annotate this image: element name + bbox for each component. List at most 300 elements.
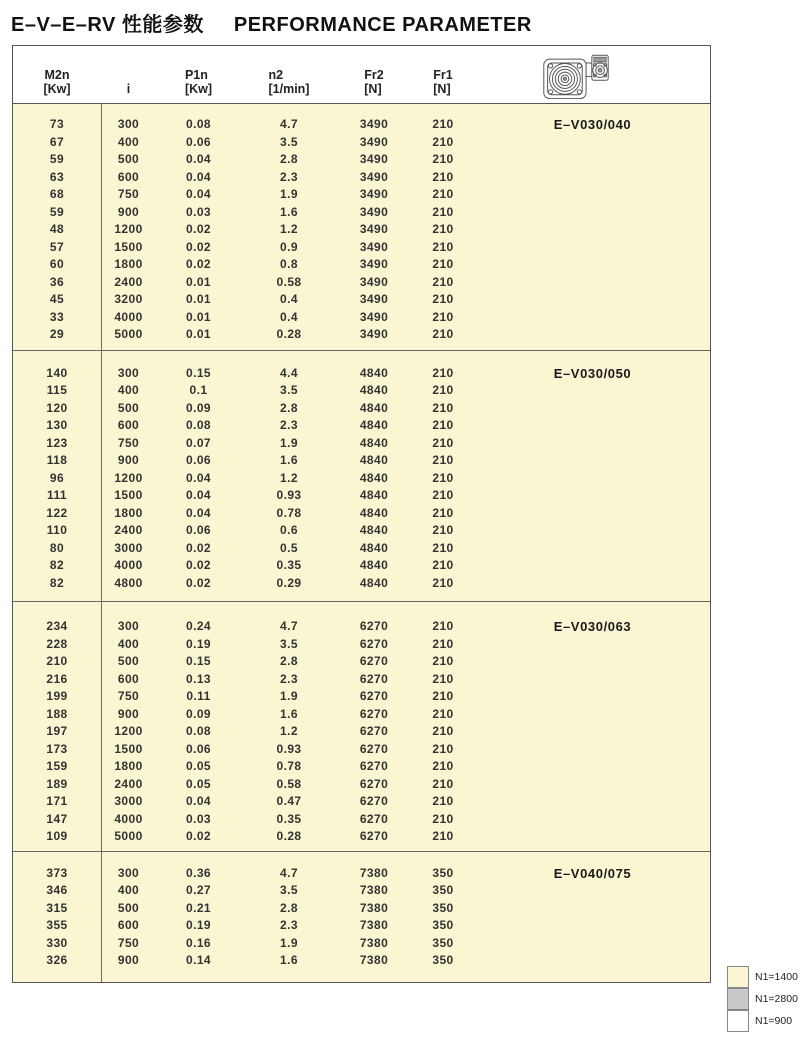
table-cell: 0.08 xyxy=(186,418,211,432)
model-spacer xyxy=(475,688,710,706)
table-cell: 5000 xyxy=(114,327,143,341)
table-cell: 4840 xyxy=(359,435,389,450)
table-cell: 29 xyxy=(49,327,65,341)
table-cell: 0.02 xyxy=(186,222,211,236)
table-cell: 210 xyxy=(432,365,454,380)
table-cell: 900 xyxy=(117,453,140,467)
table-cell: 210 xyxy=(432,187,454,201)
table-cell: 147 xyxy=(46,811,68,826)
table-cell: 0.5 xyxy=(280,540,298,555)
table-cell: 210 xyxy=(432,619,454,633)
table-cell: 1.6 xyxy=(280,953,298,967)
table-cell: 0.02 xyxy=(186,540,211,555)
table-cell: 315 xyxy=(46,900,68,915)
table-cell: 7380 xyxy=(359,918,389,932)
table-cell: 500 xyxy=(117,152,140,166)
table-row xyxy=(13,417,710,435)
table-cell: 45 xyxy=(49,292,65,306)
table-cell: 210 xyxy=(432,400,454,415)
table-cell: 6270 xyxy=(359,619,389,633)
table-cell: 3.5 xyxy=(280,636,298,651)
table-row xyxy=(13,134,710,152)
table-cell: 0.47 xyxy=(276,794,302,808)
model-spacer xyxy=(475,723,710,741)
model-spacer xyxy=(475,169,710,187)
table-cell: 0.78 xyxy=(276,759,302,773)
model-spacer xyxy=(475,186,710,204)
table-cell: 0.05 xyxy=(186,776,211,791)
table-cell: 355 xyxy=(46,918,68,932)
table-cell: 33 xyxy=(49,309,65,324)
table-cell: 2400 xyxy=(114,776,143,791)
table-cell: 400 xyxy=(117,383,140,397)
table-row xyxy=(13,688,710,706)
table-cell: 0.04 xyxy=(186,794,211,808)
table-cell: 300 xyxy=(117,365,140,380)
table-cell: 0.05 xyxy=(186,759,211,773)
table-cell: 60 xyxy=(49,257,65,271)
table-cell: 36 xyxy=(49,274,65,289)
table-cell: 1.6 xyxy=(280,453,298,467)
legend-label: N1=1400 xyxy=(755,971,798,983)
table-cell: 1500 xyxy=(114,741,143,756)
table-cell: 0.08 xyxy=(186,724,211,738)
table-cell: 2.3 xyxy=(280,418,298,432)
column-header-line: [Kw] xyxy=(184,82,213,96)
table-cell: 0.02 xyxy=(186,257,211,271)
table-cell: 3490 xyxy=(359,134,389,149)
table-cell: 4000 xyxy=(114,309,143,324)
table-cell: 750 xyxy=(117,935,140,950)
model-spacer xyxy=(475,540,710,558)
table-cell: 0.06 xyxy=(186,134,211,149)
table-cell: 400 xyxy=(117,636,140,651)
table-cell: 59 xyxy=(49,152,65,166)
table-cell: 210 xyxy=(432,117,454,131)
table-cell: 0.35 xyxy=(276,811,302,826)
table-cell: 1200 xyxy=(114,470,143,485)
table-cell: 0.27 xyxy=(186,883,211,897)
model-spacer xyxy=(475,452,710,470)
model-spacer xyxy=(475,256,710,274)
model-label: E–V030/040 xyxy=(553,117,632,132)
table-row xyxy=(13,151,710,169)
table-body xyxy=(13,104,710,982)
table-cell: 3490 xyxy=(359,222,389,236)
legend-item xyxy=(727,1010,798,1032)
legend-swatch-gray xyxy=(727,988,749,1010)
column-header-line: [Kw] xyxy=(43,82,71,96)
model-label: E–V030/063 xyxy=(553,619,632,634)
table-row xyxy=(13,116,710,134)
table-cell: 2400 xyxy=(114,523,143,537)
model-spacer xyxy=(475,935,710,953)
column-header-line: n2 xyxy=(268,68,284,82)
table-cell: 5000 xyxy=(114,829,143,843)
table-cell: 3.5 xyxy=(280,383,298,397)
table-row xyxy=(13,557,710,575)
table-cell: 1800 xyxy=(114,759,143,773)
table-cell: 0.24 xyxy=(186,619,211,633)
table-cell: 3490 xyxy=(359,239,389,254)
table-cell: 210 xyxy=(432,222,454,236)
table-cell: 0.15 xyxy=(186,365,211,380)
table-cell: 4840 xyxy=(359,400,389,415)
table-row xyxy=(13,828,710,846)
table-cell: 0.11 xyxy=(186,689,211,703)
table-cell: 0.04 xyxy=(186,169,211,184)
n1-speed-legend xyxy=(727,966,798,1032)
table-row xyxy=(13,470,710,488)
table-cell: 750 xyxy=(117,187,140,201)
table-cell: 373 xyxy=(46,865,68,880)
table-cell: 4840 xyxy=(359,453,389,467)
model-spacer xyxy=(475,522,710,540)
table-row xyxy=(13,326,710,344)
table-row xyxy=(13,653,710,671)
table-cell: 0.01 xyxy=(186,327,211,341)
table-cell: 48 xyxy=(49,222,65,236)
table-cell: 3.5 xyxy=(280,134,298,149)
table-cell: 6270 xyxy=(359,741,389,756)
table-cell: 1.9 xyxy=(280,689,298,703)
table-cell: 120 xyxy=(46,400,68,415)
table-cell: 210 xyxy=(432,829,454,843)
table-row xyxy=(13,204,710,222)
table-row xyxy=(13,221,710,239)
table-cell: 350 xyxy=(432,900,454,915)
model-spacer xyxy=(475,274,710,292)
table-cell: 330 xyxy=(46,935,68,950)
table-cell: 123 xyxy=(46,435,68,450)
model-spacer xyxy=(475,382,710,400)
table-cell: 0.07 xyxy=(186,435,211,450)
table-cell: 2.8 xyxy=(280,400,298,415)
table-cell: 4840 xyxy=(359,488,389,502)
model-spacer xyxy=(475,291,710,309)
legend-item xyxy=(727,988,798,1010)
table-cell: 228 xyxy=(46,636,68,651)
table-cell: 900 xyxy=(117,706,140,721)
table-cell: 3000 xyxy=(114,794,143,808)
page-title-zh: E–V–E–RV 性能参数 xyxy=(11,14,204,36)
table-cell: 96 xyxy=(49,470,65,485)
table-row xyxy=(13,618,710,636)
table-cell: 210 xyxy=(432,811,454,826)
table-cell: 0.06 xyxy=(186,453,211,467)
table-row xyxy=(13,776,710,794)
table-cell: 210 xyxy=(432,794,454,808)
table-cell: 4.7 xyxy=(280,117,298,131)
table-cell: 216 xyxy=(46,671,68,686)
table-cell: 0.93 xyxy=(276,488,302,502)
table-cell: 350 xyxy=(432,953,454,967)
table-cell: 6270 xyxy=(359,794,389,808)
table-cell: 210 xyxy=(432,741,454,756)
table-cell: 210 xyxy=(432,257,454,271)
table-cell: 210 xyxy=(432,435,454,450)
table-cell: 197 xyxy=(46,724,68,738)
table-cell: 1.9 xyxy=(280,935,298,950)
table-row xyxy=(13,741,710,759)
table-cell: 350 xyxy=(432,918,454,932)
model-spacer xyxy=(475,400,710,418)
column-divider-line xyxy=(101,104,102,982)
table-cell: 4840 xyxy=(359,470,389,485)
model-spacer xyxy=(475,326,710,344)
table-cell: 6270 xyxy=(359,776,389,791)
table-cell: 0.28 xyxy=(276,327,302,341)
table-row xyxy=(13,169,710,187)
column-header-line: M2n xyxy=(44,68,70,82)
model-spacer xyxy=(475,557,710,575)
table-cell: 600 xyxy=(117,671,140,686)
table-cell: 0.13 xyxy=(186,671,211,686)
table-cell: 210 xyxy=(432,523,454,537)
worm-gearbox-drawing-icon xyxy=(540,50,612,100)
table-cell: 210 xyxy=(432,776,454,791)
table-row xyxy=(13,487,710,505)
table-cell: 0.4 xyxy=(280,292,298,306)
table-cell: 122 xyxy=(46,505,68,520)
page-title-en: PERFORMANCE PARAMETER xyxy=(233,14,532,36)
table-cell: 0.01 xyxy=(186,292,211,306)
table-cell: 210 xyxy=(432,759,454,773)
column-header-n2 xyxy=(241,46,337,103)
model-spacer xyxy=(475,900,710,918)
table-row xyxy=(13,917,710,935)
column-header-p1n xyxy=(156,46,241,103)
table-cell: 210 xyxy=(432,706,454,721)
table-cell: 0.01 xyxy=(186,274,211,289)
table-cell: 0.02 xyxy=(186,829,211,843)
column-header-i xyxy=(101,46,156,103)
table-cell: 68 xyxy=(49,187,65,201)
table-cell: 7380 xyxy=(359,865,389,880)
table-cell: 6270 xyxy=(359,724,389,738)
table-cell: 0.14 xyxy=(186,953,211,967)
model-spacer xyxy=(475,917,710,935)
table-cell: 0.04 xyxy=(186,488,211,502)
table-row xyxy=(13,706,710,724)
model-spacer xyxy=(475,487,710,505)
table-cell: 59 xyxy=(49,204,65,219)
legend-label: N1=900 xyxy=(755,1015,793,1027)
table-cell: 0.21 xyxy=(186,900,211,915)
table-cell: 210 xyxy=(432,204,454,219)
table-cell: 7380 xyxy=(359,935,389,950)
table-cell: 0.06 xyxy=(186,741,211,756)
table-cell: 3490 xyxy=(359,274,389,289)
table-row xyxy=(13,723,710,741)
data-block-ev030-040 xyxy=(13,104,710,350)
table-cell: 159 xyxy=(46,759,68,773)
model-spacer xyxy=(475,505,710,523)
model-spacer xyxy=(475,653,710,671)
table-cell: 0.78 xyxy=(276,505,302,520)
table-cell: 111 xyxy=(47,488,67,502)
table-cell: 750 xyxy=(117,435,140,450)
model-spacer xyxy=(475,151,710,169)
table-cell: 400 xyxy=(117,134,140,149)
table-cell: 0.19 xyxy=(186,636,211,651)
model-spacer xyxy=(475,309,710,327)
table-cell: 4800 xyxy=(114,575,143,590)
column-header-m2n xyxy=(13,46,101,103)
table-header-row xyxy=(13,46,710,104)
column-header-line: [1/min] xyxy=(268,82,310,96)
table-cell: 0.08 xyxy=(186,117,211,131)
column-header-line: [N] xyxy=(433,82,451,96)
table-cell: 210 xyxy=(432,558,454,572)
table-cell: 0.29 xyxy=(276,575,302,590)
model-spacer xyxy=(475,671,710,689)
table-cell: 0.19 xyxy=(186,918,211,932)
table-cell: 210 xyxy=(432,152,454,166)
table-row xyxy=(13,882,710,900)
table-cell: 0.93 xyxy=(276,741,302,756)
model-spacer xyxy=(475,221,710,239)
table-cell: 4840 xyxy=(359,418,389,432)
table-cell: 210 xyxy=(432,671,454,686)
column-header-line: Fr2 xyxy=(364,68,384,82)
table-cell: 0.28 xyxy=(276,829,302,843)
table-cell: 1.9 xyxy=(280,187,298,201)
table-row xyxy=(13,865,710,883)
table-cell: 57 xyxy=(49,239,65,254)
table-cell: 300 xyxy=(117,619,140,633)
model-spacer xyxy=(475,811,710,829)
model-spacer xyxy=(475,470,710,488)
table-cell: 300 xyxy=(117,865,140,880)
table-cell: 4840 xyxy=(359,575,389,590)
table-cell: 63 xyxy=(49,169,65,184)
model-spacer xyxy=(475,204,710,222)
table-cell: 1200 xyxy=(114,222,143,236)
table-cell: 0.58 xyxy=(276,274,302,289)
table-cell: 0.09 xyxy=(186,706,211,721)
table-cell: 1.9 xyxy=(280,435,298,450)
table-cell: 140 xyxy=(46,365,68,380)
table-cell: 500 xyxy=(117,654,140,668)
table-cell: 210 xyxy=(432,505,454,520)
table-cell: 0.04 xyxy=(186,505,211,520)
table-cell: 6270 xyxy=(359,811,389,826)
table-cell: 1800 xyxy=(114,257,143,271)
table-cell: 350 xyxy=(432,935,454,950)
table-cell: 2.3 xyxy=(280,918,298,932)
table-cell: 350 xyxy=(432,865,454,880)
data-block-ev030-063 xyxy=(13,601,710,851)
table-row xyxy=(13,505,710,523)
column-header-fr2 xyxy=(337,46,411,103)
table-cell: 2.3 xyxy=(280,169,298,184)
model-spacer xyxy=(475,741,710,759)
table-row xyxy=(13,435,710,453)
table-cell: 188 xyxy=(46,706,68,721)
table-cell: 1.6 xyxy=(280,204,298,219)
table-cell: 6270 xyxy=(359,706,389,721)
table-cell: 600 xyxy=(117,169,140,184)
table-cell: 0.35 xyxy=(276,558,302,572)
table-cell: 0.02 xyxy=(186,558,211,572)
table-cell: 3200 xyxy=(114,292,143,306)
table-cell: 300 xyxy=(117,117,140,131)
table-row xyxy=(13,309,710,327)
table-cell: 6270 xyxy=(359,671,389,686)
table-cell: 210 xyxy=(432,724,454,738)
table-cell: 4840 xyxy=(359,505,389,520)
table-cell: 7380 xyxy=(359,883,389,897)
table-cell: 189 xyxy=(46,776,68,791)
table-row xyxy=(13,540,710,558)
table-cell: 6270 xyxy=(359,636,389,651)
table-cell: 210 xyxy=(432,309,454,324)
table-cell: 0.16 xyxy=(186,935,211,950)
table-cell: 210 xyxy=(432,292,454,306)
table-cell: 3490 xyxy=(359,187,389,201)
table-cell: 0.6 xyxy=(280,523,298,537)
column-header-line: Fr1 xyxy=(433,68,453,82)
legend-label: N1=2800 xyxy=(755,993,798,1005)
model-spacer xyxy=(475,952,710,970)
table-cell: 210 xyxy=(432,274,454,289)
table-row xyxy=(13,400,710,418)
table-row xyxy=(13,452,710,470)
table-cell: 82 xyxy=(49,558,65,572)
table-cell: 4840 xyxy=(359,540,389,555)
performance-parameter-table xyxy=(12,45,711,983)
table-cell: 1.6 xyxy=(280,706,298,721)
table-cell: 750 xyxy=(117,689,140,703)
legend-swatch-white xyxy=(727,1010,749,1032)
table-cell: 171 xyxy=(46,794,68,808)
table-cell: 0.02 xyxy=(186,239,211,254)
data-block-ev030-050 xyxy=(13,350,710,602)
table-cell: 4840 xyxy=(359,523,389,537)
table-cell: 6270 xyxy=(359,689,389,703)
column-header-line: [N] xyxy=(364,82,382,96)
table-row xyxy=(13,811,710,829)
model-spacer xyxy=(475,706,710,724)
table-row xyxy=(13,365,710,383)
table-cell: 210 xyxy=(432,488,454,502)
table-cell: 600 xyxy=(117,918,140,932)
table-row xyxy=(13,256,710,274)
table-cell: 2.8 xyxy=(280,152,298,166)
table-cell: 6270 xyxy=(359,654,389,668)
table-cell: 173 xyxy=(46,741,68,756)
table-cell: 0.04 xyxy=(186,152,211,166)
table-cell: 210 xyxy=(432,654,454,668)
model-spacer xyxy=(475,239,710,257)
table-cell: 0.03 xyxy=(186,811,211,826)
table-cell: 0.15 xyxy=(186,654,211,668)
table-cell: 4840 xyxy=(359,365,389,380)
table-row xyxy=(13,382,710,400)
model-spacer xyxy=(475,636,710,654)
table-cell: 2.8 xyxy=(280,900,298,915)
table-cell: 326 xyxy=(46,953,68,967)
table-cell: 199 xyxy=(46,689,68,703)
column-header-line: i xyxy=(126,82,131,96)
data-block-ev040-075 xyxy=(13,851,710,983)
model-spacer xyxy=(475,435,710,453)
legend-swatch-yellow xyxy=(727,966,749,988)
table-cell: 210 xyxy=(432,689,454,703)
table-cell: 7380 xyxy=(359,953,389,967)
table-cell: 4840 xyxy=(359,558,389,572)
